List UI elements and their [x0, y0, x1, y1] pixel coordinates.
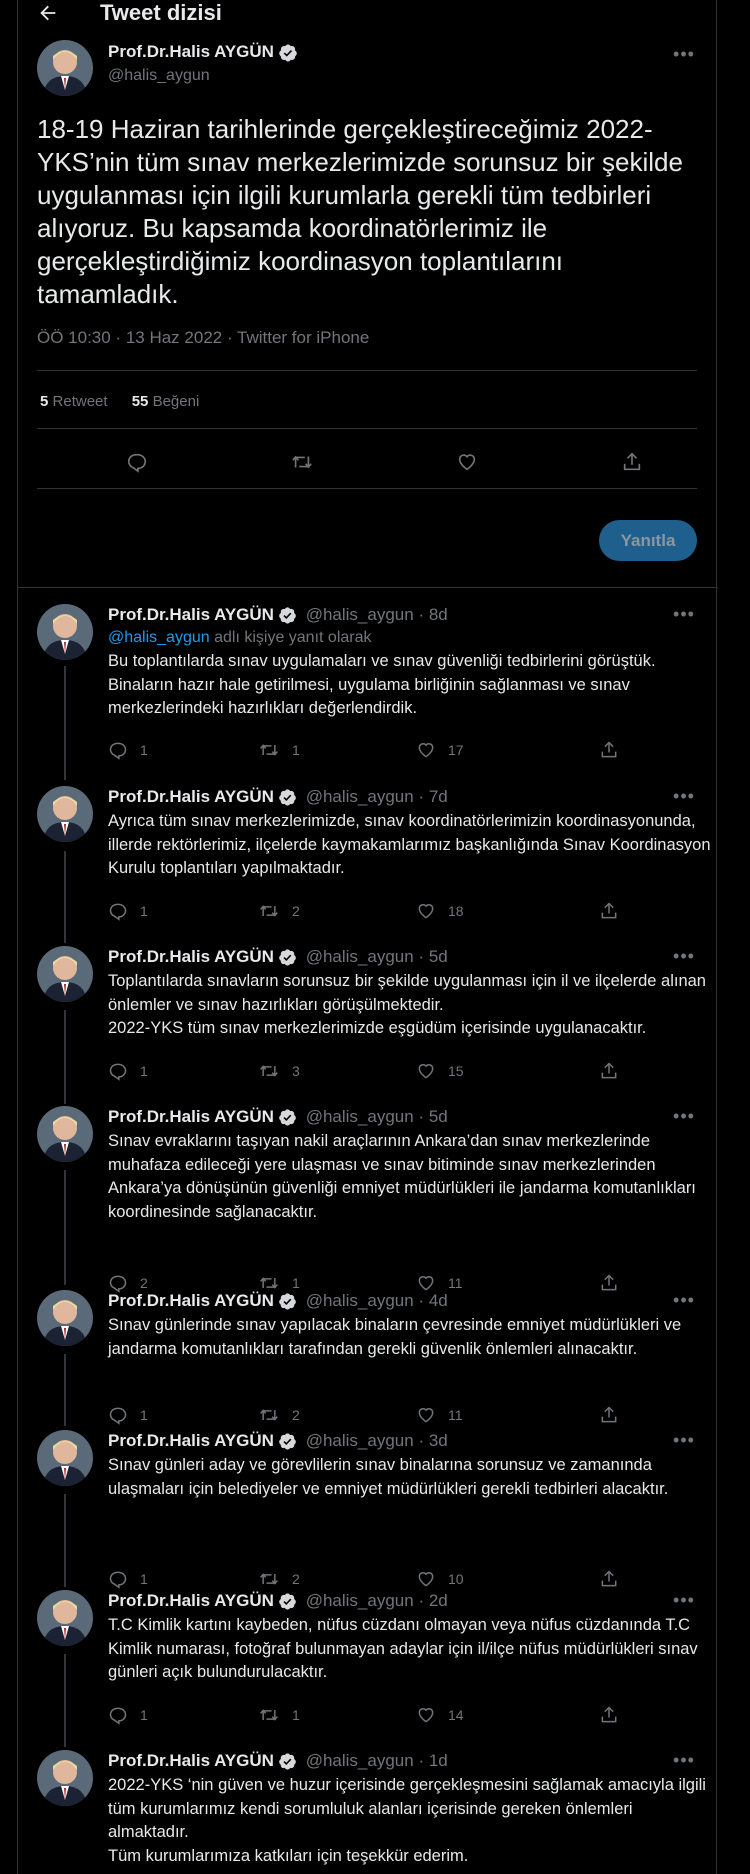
author-name[interactable]: Prof.Dr.Halis AYGÜN [108, 1591, 274, 1610]
tweet-text: Toplantılarda sınavların sorunsuz bir şekilde uygulanması için il ve ilçelerde alınan önlemler ve sınav hazırlıkları görüşülmektedir. 2022-YKS tüm sınav merkezlerimizde eşgüdüm içerisinde uygulanacaktır. [108, 972, 706, 1037]
share-icon [599, 1273, 619, 1293]
author-handle[interactable]: @halis_aygun [305, 605, 414, 624]
avatar[interactable] [37, 1430, 93, 1486]
divider [18, 587, 718, 588]
share-icon [599, 1061, 619, 1081]
retweet-count: 2 [292, 1571, 300, 1587]
reply-action[interactable] [108, 1403, 148, 1427]
retweet-icon [258, 901, 280, 921]
share-action[interactable] [599, 899, 619, 923]
more-options-icon[interactable]: ••• [673, 1749, 695, 1770]
reply-count: 1 [140, 1063, 148, 1079]
avatar[interactable] [37, 1590, 93, 1646]
avatar[interactable] [37, 786, 93, 842]
reply-count: 1 [140, 742, 148, 758]
tweet-header [108, 1751, 448, 1771]
like-count: 11 [448, 1275, 463, 1291]
like-icon [416, 1273, 436, 1293]
engagement-stats [40, 393, 199, 410]
share-action[interactable] [599, 738, 619, 762]
retweet-icon [258, 1273, 280, 1293]
like-icon [416, 1061, 436, 1081]
tweet-text: Ayrıca tüm sınav merkezlerimizde, sınav koordinatörlerimizin koordinasyonunda, illerde rektörlerimiz, ilçelerde kaymakamlarımız başkanlığında Sınav Koordinasyon Kurulu toplantıları yapılmaktadır. [108, 812, 711, 877]
tweet-time[interactable]: · 8d [418, 605, 448, 624]
author-name-row [108, 42, 298, 63]
like-count: 11 [448, 1407, 463, 1423]
retweet-action[interactable] [258, 1403, 300, 1427]
author-handle[interactable]: @halis_aygun [305, 1291, 414, 1310]
like-action[interactable] [416, 899, 464, 923]
arrow-left-icon [37, 2, 59, 24]
share-action[interactable] [599, 1567, 619, 1591]
share-icon [599, 740, 619, 760]
divider [37, 428, 697, 429]
verified-badge-icon [278, 606, 297, 625]
tweet-header [108, 1291, 448, 1311]
share-icon[interactable] [614, 444, 650, 480]
reply-count: 1 [140, 1407, 148, 1423]
like-action[interactable] [416, 1403, 463, 1427]
avatar[interactable] [37, 1750, 93, 1806]
retweet-icon [258, 1705, 280, 1725]
author-handle[interactable]: @halis_aygun [305, 1751, 414, 1770]
author-name[interactable]: Prof.Dr.Halis AYGÜN [108, 605, 274, 624]
retweet-count: 1 [292, 1707, 300, 1723]
share-icon [599, 1705, 619, 1725]
tweet-header [108, 787, 448, 807]
tweet-text: Sınav günleri aday ve görevlilerin sınav binalarına sorunsuz ve zamanında ulaşmaları için belediyeler ve emniyet müdürlükleri gerekli tedbirleri alacaktır. [108, 1456, 669, 1498]
reply-count: 2 [140, 1275, 148, 1291]
reply-action[interactable] [108, 1567, 148, 1591]
more-options-icon[interactable]: ••• [673, 43, 695, 64]
retweet-icon[interactable] [284, 444, 320, 480]
verified-badge-icon [278, 1108, 297, 1127]
retweet-count: 2 [292, 1407, 300, 1423]
like-action[interactable] [416, 738, 464, 762]
author-handle[interactable]: @halis_aygun [305, 1591, 414, 1610]
avatar[interactable] [37, 1106, 93, 1162]
thread-line [64, 1354, 66, 1426]
tweet-time[interactable]: · 3d [418, 1431, 448, 1450]
like-icon [416, 740, 436, 760]
author-name[interactable]: Prof.Dr.Halis AYGÜN [108, 787, 274, 806]
tweet-header [108, 605, 448, 625]
tweet-text: T.C Kimlik kartını kaybeden, nüfus cüzdanı olmayan veya nüfus cüzdanında T.C Kimlik numarası, fotoğraf bulunmayan adaylar için il/ilçe nüfus müdürlükleri sınav günleri açık bulundurulacaktır. [108, 1616, 698, 1681]
retweet-icon [258, 1569, 280, 1589]
back-button[interactable] [28, 0, 68, 26]
more-options-icon[interactable]: ••• [673, 785, 695, 806]
retweet-count: 1 [292, 742, 300, 758]
tweet-text: Sınav evraklarını taşıyan nakil araçlarının Ankara’dan sınav merkezlerinde muhafaza edileceği yere ulaşması ve sınav bitiminde sınav merkezlerinden Ankara’ya dönüşünün güvenliği emniyet müdürlükleri ile jandarma komutanlıkları koordinesinde sağlanacaktır. [108, 1132, 696, 1221]
avatar[interactable] [37, 604, 93, 660]
reply-icon [108, 740, 128, 760]
divider [37, 370, 697, 371]
retweet-icon [258, 1061, 280, 1081]
tweet-actions [108, 1403, 628, 1427]
tweet-time[interactable]: · 4d [418, 1291, 448, 1310]
thread-line [64, 1494, 66, 1587]
more-options-icon[interactable]: ••• [673, 1589, 695, 1610]
like-icon [416, 1569, 436, 1589]
reply-icon [108, 1569, 128, 1589]
share-action[interactable] [599, 1703, 619, 1727]
verified-badge-icon [278, 948, 297, 967]
reply-button[interactable]: Yanıtla [599, 520, 697, 561]
like-count: 15 [448, 1063, 464, 1079]
tweet-text: Bu toplantılarda sınav uygulamaları ve sınav güvenliği tedbirlerini görüştük. Binaların hazır hale getirilmesi, uygulama birliğinin sağlanması ve sınav merkezlerindeki hazırlıkları değerlendirdik. [108, 652, 656, 717]
tweet-header [108, 1107, 448, 1127]
verified-badge-icon [278, 1752, 297, 1771]
reply-action[interactable] [108, 1059, 148, 1083]
like-stat[interactable]: 55 Beğeni [131, 393, 200, 410]
tweet-time[interactable]: · 1d [418, 1751, 448, 1770]
more-options-icon[interactable]: ••• [673, 603, 695, 624]
page-header [18, 0, 718, 26]
main-action-bar [37, 444, 697, 480]
tweet-actions [108, 899, 628, 923]
author-handle[interactable]: @halis_aygun [305, 787, 414, 806]
like-icon[interactable] [449, 444, 485, 480]
thread-line [64, 851, 66, 943]
retweet-action[interactable] [258, 1567, 300, 1591]
avatar[interactable] [37, 40, 93, 96]
share-icon [599, 1569, 619, 1589]
tweet-header [108, 947, 448, 967]
author-name[interactable]: Prof.Dr.Halis AYGÜN [108, 947, 274, 966]
tweet-time[interactable]: · 2d [418, 1591, 448, 1610]
share-icon [599, 1405, 619, 1425]
retweet-action[interactable] [258, 738, 300, 762]
thread-line [64, 666, 66, 780]
like-action[interactable] [416, 1567, 464, 1591]
tweet-actions [108, 1567, 628, 1591]
share-action[interactable] [599, 1271, 619, 1295]
more-options-icon[interactable]: ••• [673, 1105, 695, 1126]
page-title: Tweet dizisi [100, 0, 222, 25]
reply-to-link[interactable]: @halis_aygun [108, 629, 210, 646]
share-action[interactable] [599, 1059, 619, 1083]
reply-icon [108, 1273, 128, 1293]
tweet-timestamp[interactable]: ÖÖ 10:30 · 13 Haz 2022 · Twitter for iPhone [37, 328, 370, 347]
retweet-count: 1 [292, 1275, 300, 1291]
reply-icon [108, 1405, 128, 1425]
tweet-text: 2022-YKS ‘nin güven ve huzur içerisinde gerçekleşmesini sağlamak amacıyla ilgili tüm kurumlarımız kendi sorumluluk alanları içerisinde gereken önlemleri almaktadır. Tüm kurumlarımıza katkıları için teşekkür ederim. [108, 1776, 706, 1865]
reply-count: 1 [140, 903, 148, 919]
author-name[interactable]: Prof.Dr.Halis AYGÜN [108, 1751, 274, 1770]
share-action[interactable] [599, 1403, 619, 1427]
verified-badge-icon [278, 1592, 297, 1611]
reply-action[interactable] [108, 1703, 148, 1727]
reply-to-suffix: adlı kişiye yanıt olarak [209, 629, 372, 646]
retweet-icon [258, 740, 280, 760]
like-count: 10 [448, 1571, 464, 1587]
divider [37, 488, 697, 489]
main-tweet-text: 18-19 Haziran tarihlerinde gerçekleştireceğimiz 2022-YKS’nin tüm sınav merkezlerimizde sorunsuz bir şekilde uygulanması için ilgili kurumlarla gerekli tüm tedbirleri alıyoruz. Bu kapsamda koordinatörlerimiz ile gerçekleştirdiğimiz koordinasyon toplantılarını tamamladık. [37, 114, 683, 309]
verified-badge-icon [278, 1432, 297, 1451]
like-count: 17 [448, 742, 464, 758]
retweet-count: 2 [292, 903, 300, 919]
like-count: 14 [448, 1707, 464, 1723]
thread-line [64, 1170, 66, 1285]
thread-line [64, 1654, 66, 1747]
retweet-action[interactable] [258, 899, 300, 923]
author-name[interactable]: Prof.Dr.Halis AYGÜN [108, 1107, 274, 1126]
more-options-icon[interactable]: ••• [673, 1289, 695, 1310]
like-icon [416, 1405, 436, 1425]
author-name[interactable]: Prof.Dr.Halis AYGÜN [108, 42, 274, 61]
avatar[interactable] [37, 1290, 93, 1346]
reply-to-line [108, 629, 372, 647]
verified-badge-icon [278, 43, 298, 63]
tweet-time[interactable]: · 5d [418, 947, 448, 966]
reply-icon[interactable] [119, 444, 155, 480]
author-handle[interactable]: @halis_aygun [305, 1107, 414, 1126]
verified-badge-icon [278, 788, 297, 807]
reply-icon [108, 901, 128, 921]
like-icon [416, 1705, 436, 1725]
reply-icon [108, 1705, 128, 1725]
tweet-text: Sınav günlerinde sınav yapılacak binaların çevresinde emniyet müdürlükleri ve jandarma komutanlıkları tarafından gerekli güvenlik önlemleri alınacaktır. [108, 1316, 682, 1358]
author-name[interactable]: Prof.Dr.Halis AYGÜN [108, 1291, 274, 1310]
retweet-action[interactable] [258, 1703, 300, 1727]
thread-line [64, 1010, 66, 1104]
reply-count: 1 [140, 1571, 148, 1587]
retweet-action[interactable] [258, 1059, 300, 1083]
reply-count: 1 [140, 1707, 148, 1723]
like-count: 18 [448, 903, 464, 919]
like-action[interactable] [416, 1059, 464, 1083]
share-icon [599, 901, 619, 921]
tweet-actions [108, 738, 628, 762]
like-action[interactable] [416, 1703, 464, 1727]
timeline-column [17, 0, 717, 1874]
retweet-stat[interactable]: 5 Retweet [40, 393, 108, 410]
tweet-header [108, 1431, 448, 1451]
avatar[interactable] [37, 946, 93, 1002]
like-icon [416, 901, 436, 921]
retweet-icon [258, 1405, 280, 1425]
tweet-header [108, 1591, 448, 1611]
author-name[interactable]: Prof.Dr.Halis AYGÜN [108, 1431, 274, 1450]
reply-action[interactable] [108, 738, 148, 762]
verified-badge-icon [278, 1292, 297, 1311]
tweet-actions [108, 1059, 628, 1083]
tweet-time[interactable]: · 7d [418, 787, 448, 806]
author-handle[interactable]: @halis_aygun [108, 67, 210, 84]
tweet-time[interactable]: · 5d [418, 1107, 448, 1126]
author-handle[interactable]: @halis_aygun [305, 947, 414, 966]
tweet-actions [108, 1703, 628, 1727]
more-options-icon[interactable]: ••• [673, 945, 695, 966]
more-options-icon[interactable]: ••• [673, 1429, 695, 1450]
author-handle[interactable]: @halis_aygun [305, 1431, 414, 1450]
retweet-count: 3 [292, 1063, 300, 1079]
reply-icon [108, 1061, 128, 1081]
reply-action[interactable] [108, 899, 148, 923]
